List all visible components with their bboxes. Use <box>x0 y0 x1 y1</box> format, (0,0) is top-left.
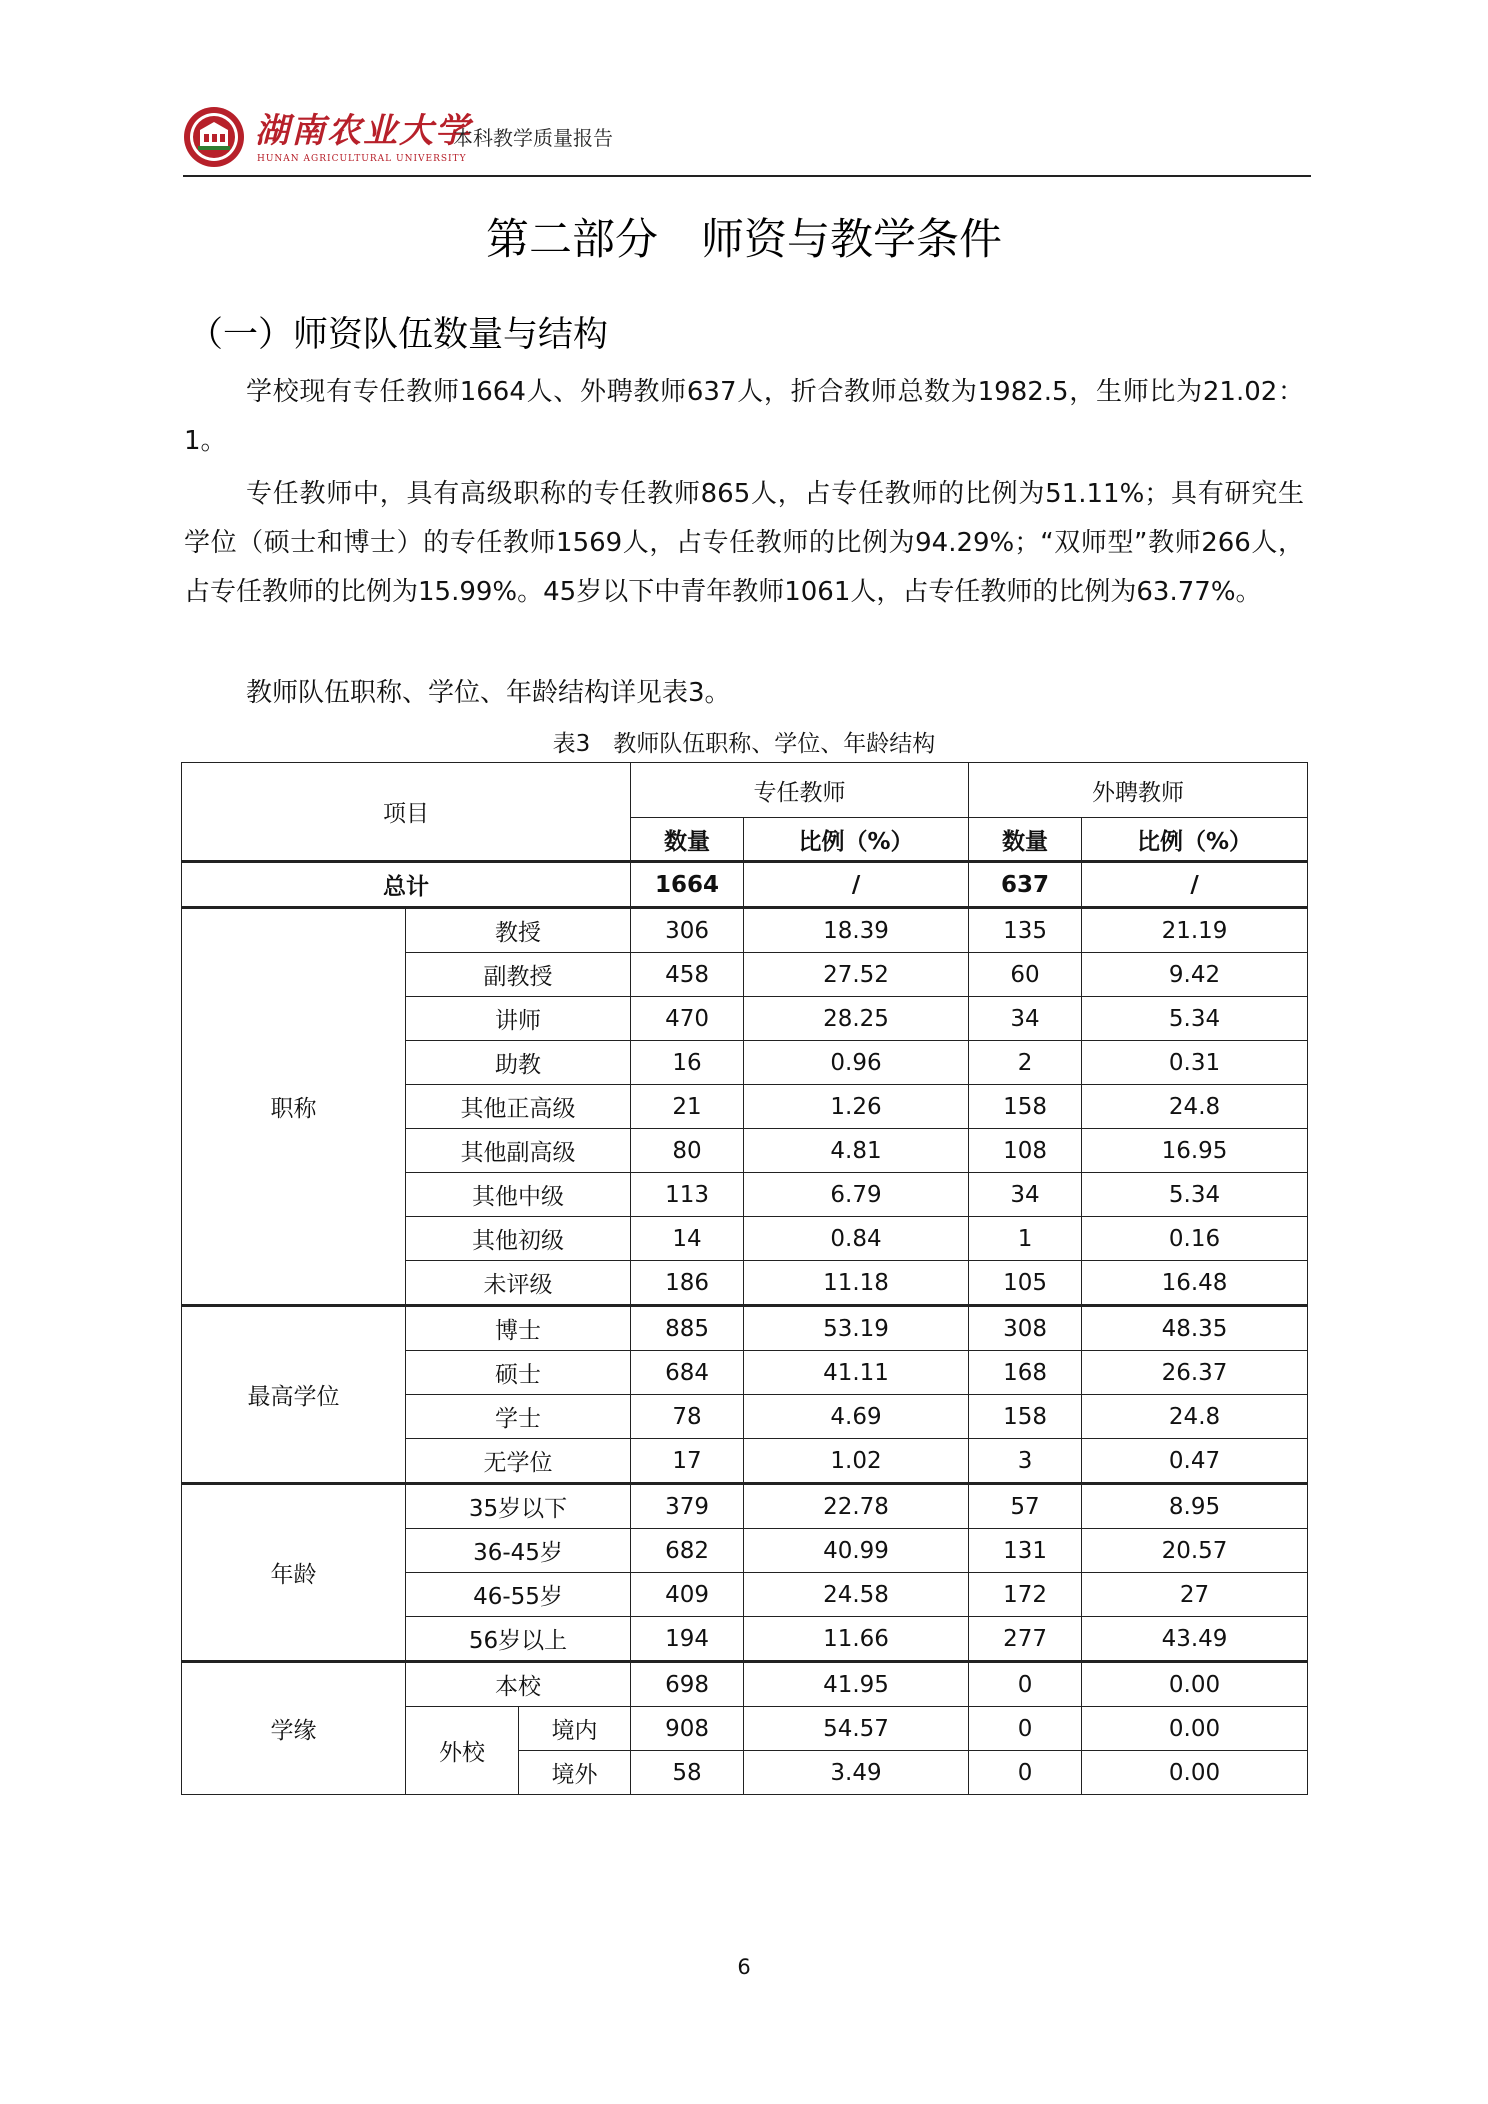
table-row <box>182 1484 1308 1529</box>
ex-count: 308 <box>969 1306 1082 1351</box>
group-label-age: 年龄 <box>182 1484 406 1662</box>
ex-count: 0 <box>969 1751 1082 1795</box>
university-seal-icon <box>183 106 245 168</box>
ft-count: 194 <box>631 1617 744 1662</box>
ex-count: 60 <box>969 953 1082 997</box>
ft-count: 21 <box>631 1085 744 1129</box>
ft-count: 78 <box>631 1395 744 1439</box>
ft-count: 379 <box>631 1484 744 1529</box>
header-divider <box>183 175 1311 177</box>
ex-ratio: 24.8 <box>1082 1395 1308 1439</box>
table-row <box>182 1662 1308 1707</box>
ft-ratio: 6.79 <box>744 1173 969 1217</box>
header-item: 项目 <box>182 763 631 862</box>
ft-ratio: 54.57 <box>744 1707 969 1751</box>
ft-count: 684 <box>631 1351 744 1395</box>
paragraph-table-reference: 教师队伍职称、学位、年龄结构详见表3。 <box>246 678 731 708</box>
ft-ratio: 22.78 <box>744 1484 969 1529</box>
ex-count: 1 <box>969 1217 1082 1261</box>
paragraph-teacher-count: 学校现有专任教师1664人、外聘教师637人，折合教师总数为1982.5，生师比为21.02：1。 <box>184 377 1304 456</box>
group-label-origin: 学缘 <box>182 1662 406 1795</box>
ft-count: 80 <box>631 1129 744 1173</box>
ex-ratio: 21.19 <box>1082 908 1308 953</box>
header-ex-ratio: 比例（%） <box>1082 818 1308 862</box>
row-label: 教授 <box>406 908 631 953</box>
ft-ratio: 53.19 <box>744 1306 969 1351</box>
ft-ratio: 0.84 <box>744 1217 969 1261</box>
ex-count: 168 <box>969 1351 1082 1395</box>
row-label: 46-55岁 <box>406 1573 631 1617</box>
ft-count: 306 <box>631 908 744 953</box>
ft-count: 17 <box>631 1439 744 1484</box>
ex-count: 158 <box>969 1395 1082 1439</box>
ex-count: 131 <box>969 1529 1082 1573</box>
row-label: 助教 <box>406 1041 631 1085</box>
ex-count: 57 <box>969 1484 1082 1529</box>
row-label: 副教授 <box>406 953 631 997</box>
ft-count: 470 <box>631 997 744 1041</box>
table-caption: 表3 教师队伍职称、学位、年龄结构 <box>552 731 936 757</box>
page-header <box>183 104 1311 174</box>
ft-count: 14 <box>631 1217 744 1261</box>
ex-count: 108 <box>969 1129 1082 1173</box>
paragraph-teacher-structure: 专任教师中，具有高级职称的专任教师865人，占专任教师的比例为51.11%；具有研究生学位（硕士和博士）的专任教师1569人，占专任教师的比例为94.29%；“双师型”教师266人，占专任教师的比例为15.99%。45岁以下中青年教师1061人，占专任教师的比例为63.77%。 <box>184 479 1304 607</box>
row-label: 博士 <box>406 1306 631 1351</box>
ft-ratio: 4.81 <box>744 1129 969 1173</box>
row-label: 境外 <box>519 1751 631 1795</box>
ft-ratio: 0.96 <box>744 1041 969 1085</box>
total-ex-count: 637 <box>969 862 1082 908</box>
ft-ratio: 11.18 <box>744 1261 969 1306</box>
logo-name-en: HUNAN AGRICULTURAL UNIVERSITY <box>257 154 467 164</box>
ft-ratio: 3.49 <box>744 1751 969 1795</box>
row-label: 无学位 <box>406 1439 631 1484</box>
part-title: 第二部分 师资与教学条件 <box>486 215 1002 265</box>
ft-count: 16 <box>631 1041 744 1085</box>
ex-ratio: 0.31 <box>1082 1041 1308 1085</box>
table-row <box>182 1306 1308 1351</box>
ex-count: 2 <box>969 1041 1082 1085</box>
ft-ratio: 40.99 <box>744 1529 969 1573</box>
row-label: 本校 <box>406 1662 631 1707</box>
ft-ratio: 28.25 <box>744 997 969 1041</box>
ex-ratio: 0.00 <box>1082 1707 1308 1751</box>
page-number: 6 <box>737 1955 751 1979</box>
group-label-title: 职称 <box>182 908 406 1306</box>
ex-ratio: 9.42 <box>1082 953 1308 997</box>
ex-ratio: 20.57 <box>1082 1529 1308 1573</box>
ex-ratio: 0.16 <box>1082 1217 1308 1261</box>
ft-ratio: 18.39 <box>744 908 969 953</box>
ex-count: 3 <box>969 1439 1082 1484</box>
ex-ratio: 0.47 <box>1082 1439 1308 1484</box>
table-header-row <box>182 763 1308 818</box>
ex-count: 34 <box>969 1173 1082 1217</box>
ex-ratio: 0.00 <box>1082 1751 1308 1795</box>
total-ex-ratio: / <box>1082 862 1308 908</box>
ft-count: 698 <box>631 1662 744 1707</box>
ft-count: 908 <box>631 1707 744 1751</box>
ex-ratio: 26.37 <box>1082 1351 1308 1395</box>
ft-ratio: 41.95 <box>744 1662 969 1707</box>
row-label: 其他副高级 <box>406 1129 631 1173</box>
ex-count: 172 <box>969 1573 1082 1617</box>
ft-count: 885 <box>631 1306 744 1351</box>
row-label: 56岁以上 <box>406 1617 631 1662</box>
ex-ratio: 27 <box>1082 1573 1308 1617</box>
header-ft-ratio: 比例（%） <box>744 818 969 862</box>
ft-count: 113 <box>631 1173 744 1217</box>
row-label: 境内 <box>519 1707 631 1751</box>
row-label: 硕士 <box>406 1351 631 1395</box>
ft-count: 682 <box>631 1529 744 1573</box>
ex-count: 105 <box>969 1261 1082 1306</box>
ex-count: 0 <box>969 1662 1082 1707</box>
ft-ratio: 1.02 <box>744 1439 969 1484</box>
subgroup-label-other: 外校 <box>406 1707 519 1795</box>
header-ft-count: 数量 <box>631 818 744 862</box>
row-label: 学士 <box>406 1395 631 1439</box>
ft-ratio: 1.26 <box>744 1085 969 1129</box>
ex-ratio: 16.48 <box>1082 1261 1308 1306</box>
report-name: 本科教学质量报告 <box>453 126 613 150</box>
section-title: （一）师资队伍数量与结构 <box>188 315 609 355</box>
table-row <box>182 908 1308 953</box>
ft-count: 186 <box>631 1261 744 1306</box>
ex-count: 135 <box>969 908 1082 953</box>
row-label: 未评级 <box>406 1261 631 1306</box>
row-label: 其他正高级 <box>406 1085 631 1129</box>
header-ex-count: 数量 <box>969 818 1082 862</box>
ex-ratio: 16.95 <box>1082 1129 1308 1173</box>
ex-count: 277 <box>969 1617 1082 1662</box>
row-label: 其他初级 <box>406 1217 631 1261</box>
group-label-degree: 最高学位 <box>182 1306 406 1484</box>
ex-count: 34 <box>969 997 1082 1041</box>
ft-ratio: 24.58 <box>744 1573 969 1617</box>
total-label: 总计 <box>182 862 631 908</box>
ex-ratio: 24.8 <box>1082 1085 1308 1129</box>
logo-name-cn: 湖南农业大学 <box>255 111 471 151</box>
ex-count: 0 <box>969 1707 1082 1751</box>
ft-ratio: 41.11 <box>744 1351 969 1395</box>
ex-count: 158 <box>969 1085 1082 1129</box>
university-logo-wordmark <box>255 111 471 168</box>
faculty-structure-table <box>181 762 1308 1795</box>
table-row-total <box>182 862 1308 908</box>
ex-ratio: 5.34 <box>1082 1173 1308 1217</box>
ft-ratio: 11.66 <box>744 1617 969 1662</box>
ft-count: 458 <box>631 953 744 997</box>
ex-ratio: 0.00 <box>1082 1662 1308 1707</box>
total-ft-count: 1664 <box>631 862 744 908</box>
ex-ratio: 5.34 <box>1082 997 1308 1041</box>
row-label: 其他中级 <box>406 1173 631 1217</box>
ex-ratio: 8.95 <box>1082 1484 1308 1529</box>
total-ft-ratio: / <box>744 862 969 908</box>
row-label: 讲师 <box>406 997 631 1041</box>
ex-ratio: 48.35 <box>1082 1306 1308 1351</box>
ft-count: 409 <box>631 1573 744 1617</box>
ft-count: 58 <box>631 1751 744 1795</box>
header-external: 外聘教师 <box>969 763 1308 818</box>
ft-ratio: 4.69 <box>744 1395 969 1439</box>
row-label: 35岁以下 <box>406 1484 631 1529</box>
header-fulltime: 专任教师 <box>631 763 969 818</box>
ft-ratio: 27.52 <box>744 953 969 997</box>
row-label: 36-45岁 <box>406 1529 631 1573</box>
ex-ratio: 43.49 <box>1082 1617 1308 1662</box>
